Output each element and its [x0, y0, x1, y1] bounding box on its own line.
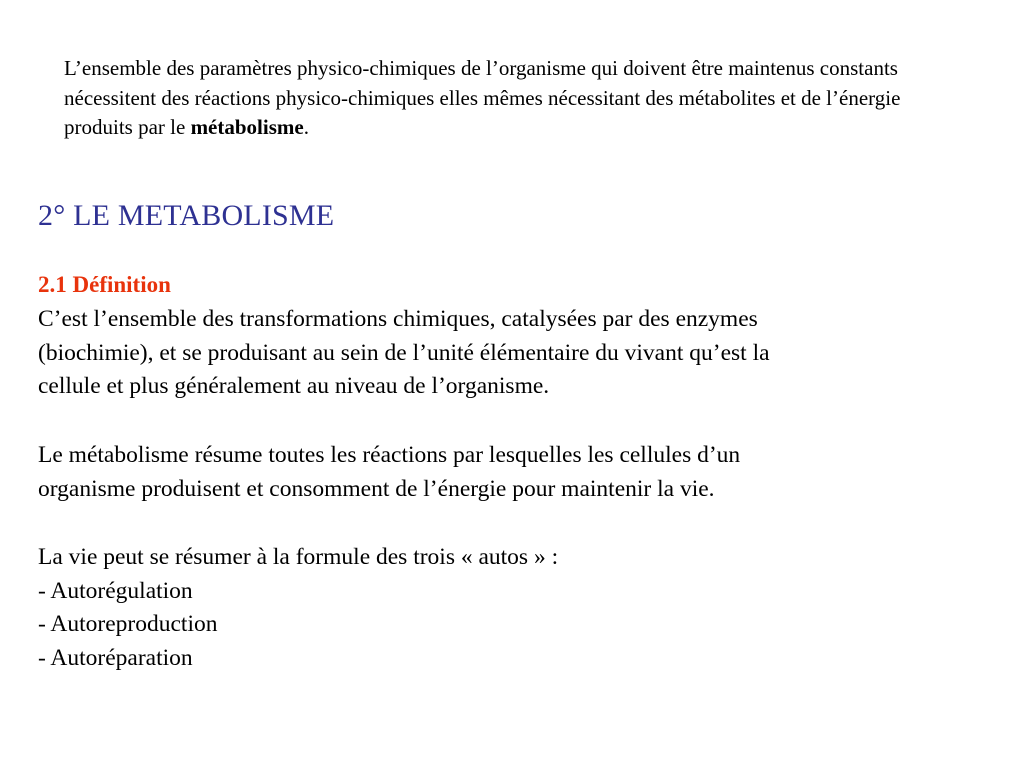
- intro-text: L’ensemble des paramètres physico-chimiques de l’organisme qui doivent être maintenus constants nécessitent des réactions physico-chimiques elles mêmes nécessitant des métabolites et de l’énergie produits par le: [64, 56, 901, 139]
- autos-intro: La vie peut se résumer à la formule des trois « autos » :: [38, 544, 559, 570]
- summary-line: organisme produisent et consomment de l’énergie pour maintenir la vie.: [38, 475, 715, 502]
- autos-item: - Autorégulation: [38, 577, 193, 604]
- subsection-title: 2.1 Définition: [38, 272, 171, 297]
- definition-line: (biochimie), et se produisant au sein de l’unité élémentaire du vivant qu’est la: [38, 339, 770, 366]
- intro-paragraph: [64, 54, 944, 143]
- definition-paragraph: [38, 303, 998, 404]
- definition-line: cellule et plus généralement au niveau de l’organisme.: [38, 373, 550, 400]
- autos-item: - Autoreproduction: [38, 611, 218, 638]
- autos-list: [38, 541, 998, 675]
- metabolism-summary-paragraph: [38, 439, 998, 506]
- summary-line: Le métabolisme résume toutes les réactions par lesquelles les cellules d’un: [38, 442, 741, 468]
- definition-line: C’est l’ensemble des transformations chimiques, catalysées par des enzymes: [38, 306, 758, 332]
- intro-text-end: .: [303, 115, 309, 139]
- intro-bold-term: métabolisme: [190, 115, 304, 139]
- autos-item: - Autoréparation: [38, 644, 193, 671]
- section-title: 2° LE METABOLISME: [38, 199, 335, 232]
